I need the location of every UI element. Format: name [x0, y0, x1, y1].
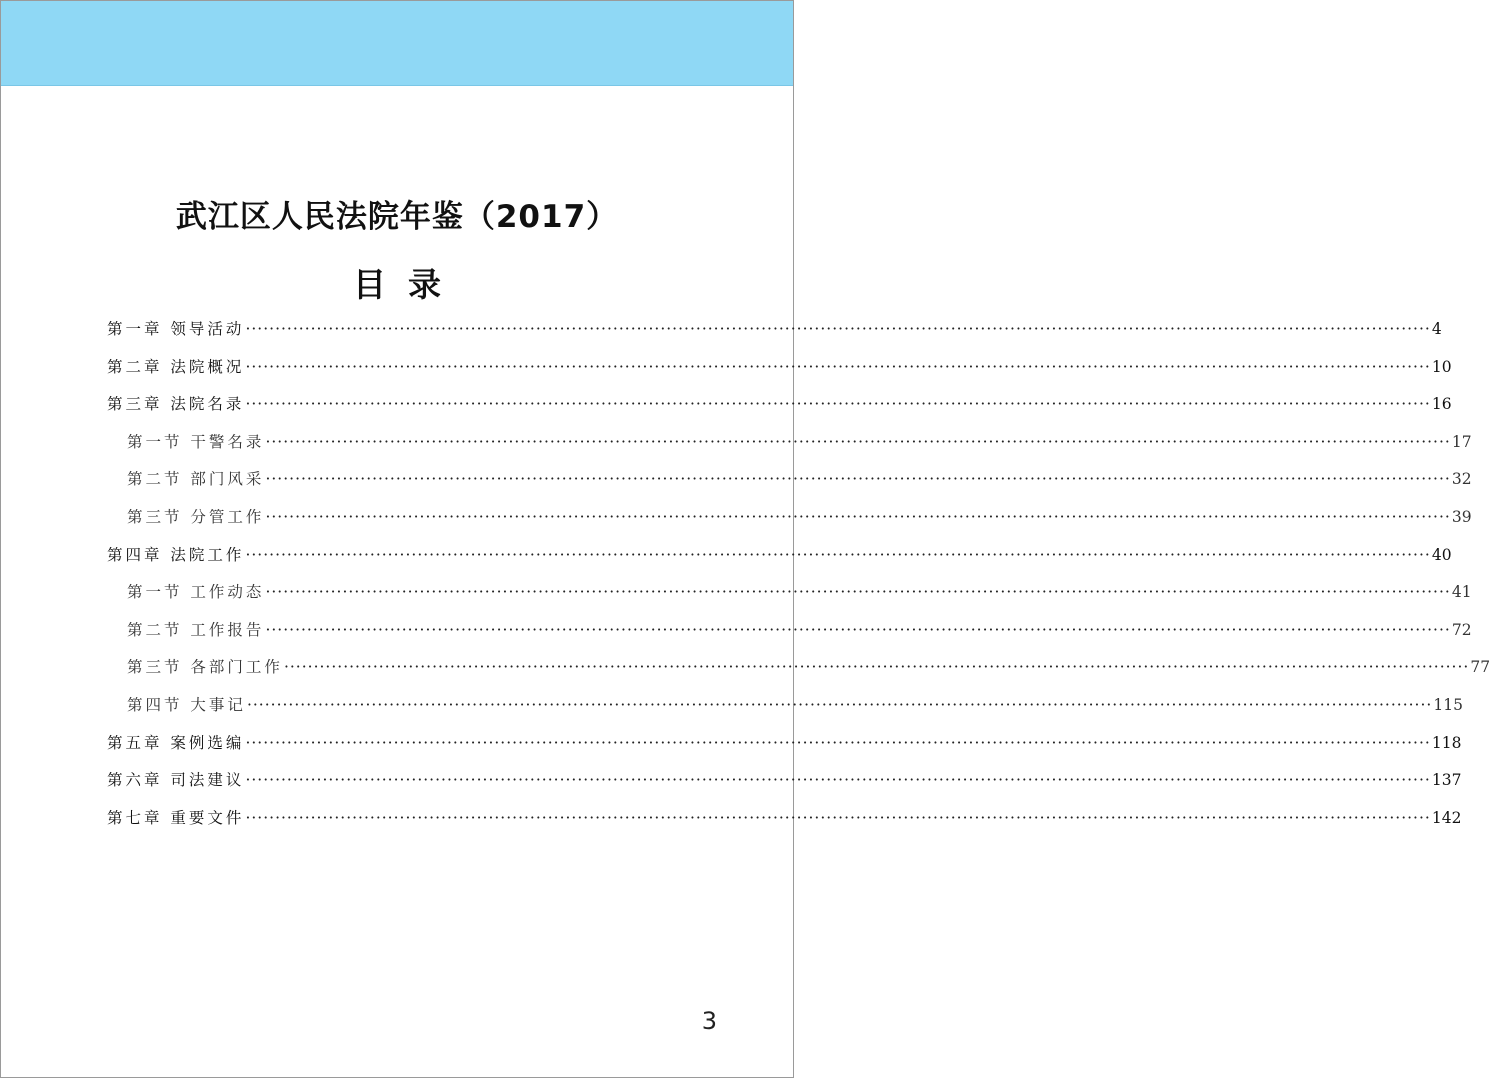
toc-entry-page: 137: [1431, 771, 1462, 790]
header-color-band: [1, 1, 793, 86]
toc-entry-label: 第一章 领导活动: [107, 320, 245, 338]
toc-entry-page: 32: [1451, 470, 1472, 489]
toc-dot-leader: ········································································································································································································: [265, 620, 1451, 639]
toc-entry-label: 第三节 各部门工作: [127, 658, 283, 677]
toc-section-entry[interactable]: [107, 424, 1472, 462]
toc-entry-label: 第四章 法院工作: [107, 545, 245, 564]
toc-section-entry[interactable]: [107, 461, 1472, 499]
toc-entry-label: 第二节 工作报告: [127, 620, 265, 639]
toc-entry-label: 第一节 干警名录: [127, 432, 265, 451]
toc-chapter-entry[interactable]: [107, 349, 1452, 387]
toc-entry-page: 115: [1433, 695, 1463, 714]
toc-entry-page: 118: [1431, 733, 1462, 752]
toc-entry-page: 16: [1431, 395, 1452, 414]
toc-chapter-entry[interactable]: [107, 311, 1442, 349]
toc-chapter-entry[interactable]: [107, 386, 1452, 424]
book-title: 武江区人民法院年鉴（2017）: [175, 199, 619, 235]
toc-entry-label: 第三节 分管工作: [127, 507, 265, 526]
toc-chapter-entry[interactable]: [107, 762, 1462, 800]
toc-entry-label: 第三章 法院名录: [107, 395, 245, 414]
toc-entry-page: 39: [1451, 507, 1472, 526]
toc-dot-leader: ········································································································································································································: [245, 545, 1431, 564]
toc-section-entry[interactable]: [107, 649, 1490, 687]
toc-entry-page: 4: [1431, 320, 1442, 338]
toc-entry-page: 40: [1431, 545, 1452, 564]
toc-entry-page: 72: [1451, 620, 1472, 639]
toc-section-entry[interactable]: [107, 687, 1463, 725]
toc-dot-leader: ········································································································································································································: [265, 507, 1451, 526]
toc-section-entry[interactable]: [107, 612, 1472, 650]
toc-section-entry[interactable]: [107, 499, 1472, 537]
toc-entry-page: 17: [1451, 432, 1472, 451]
toc-section-entry[interactable]: [107, 574, 1472, 612]
table-of-contents: [107, 311, 1490, 837]
toc-entry-page: 41: [1451, 583, 1472, 602]
toc-chapter-entry[interactable]: [107, 537, 1452, 575]
toc-entry-label: 第四节 大事记: [127, 695, 246, 714]
toc-dot-leader: ········································································································································································································: [245, 771, 1431, 790]
toc-chapter-entry[interactable]: [107, 800, 1462, 838]
toc-entry-label: 第二章 法院概况: [107, 357, 245, 376]
toc-dot-leader: ········································································································································································································: [245, 395, 1431, 414]
toc-entry-label: 第七章 重要文件: [107, 808, 245, 827]
toc-entry-page: 142: [1431, 808, 1462, 827]
toc-dot-leader: ········································································································································································································: [245, 808, 1431, 827]
toc-dot-leader: ········································································································································································································: [245, 357, 1431, 376]
toc-dot-leader: ········································································································································································································: [245, 320, 1431, 338]
toc-entry-label: 第一节 工作动态: [127, 583, 265, 602]
toc-entry-page: 77: [1470, 658, 1490, 677]
toc-chapter-entry[interactable]: [107, 725, 1462, 763]
toc-heading: 目录: [353, 265, 463, 304]
toc-dot-leader: ········································································································································································································: [265, 432, 1451, 451]
toc-dot-leader: ········································································································································································································: [265, 470, 1451, 489]
page-number: 3: [701, 1007, 717, 1035]
toc-entry-label: 第二节 部门风采: [127, 470, 265, 489]
toc-entry-page: 10: [1431, 357, 1452, 376]
toc-dot-leader: ········································································································································································································: [283, 658, 1470, 677]
toc-dot-leader: ········································································································································································································: [265, 583, 1451, 602]
toc-dot-leader: ········································································································································································································: [245, 733, 1431, 752]
toc-entry-label: 第六章 司法建议: [107, 771, 245, 790]
toc-entry-label: 第五章 案例选编: [107, 733, 245, 752]
toc-dot-leader: ········································································································································································································: [246, 695, 1433, 714]
